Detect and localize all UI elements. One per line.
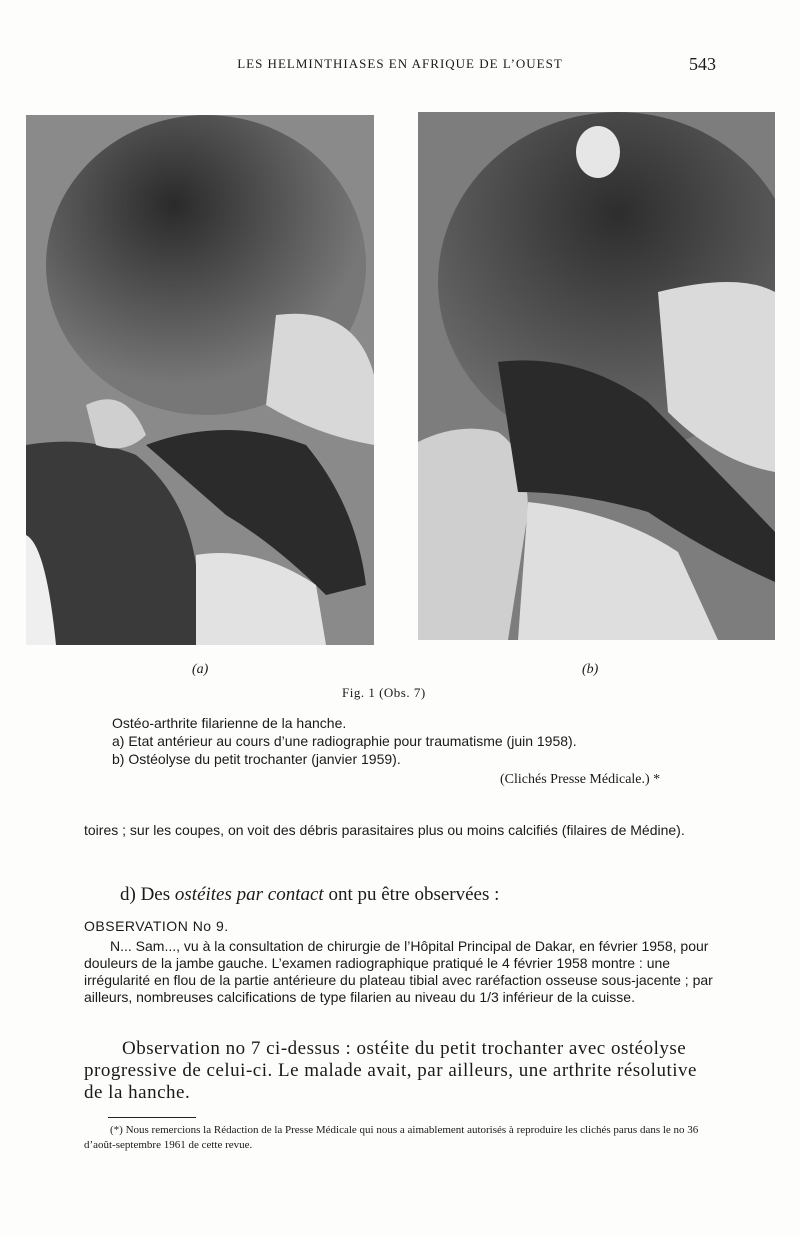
figure-caption: Fig. 1 (Obs. 7) [342, 685, 426, 700]
legend-title: Ostéo-arthrite filarienne de la hanche. [112, 715, 347, 731]
running-title: LES HELMINTHIASES EN AFRIQUE DE L’OUEST [237, 56, 563, 71]
observation-heading: OBSERVATION No 9. [84, 918, 229, 934]
legend-item-b: b) Ostéolyse du petit trochanter (janvier 1959). [112, 751, 401, 767]
section-heading-d [120, 884, 499, 906]
page-number: 543 [689, 54, 716, 74]
figure-label-a: (a) [192, 662, 209, 677]
continuation-paragraph: toires ; sur les coupes, on voit des débris parasitaires plus ou moins calcifiés (filaires de Médine). [84, 822, 685, 838]
section-heading-suffix: ont pu être observées : [323, 884, 500, 905]
figure-label-b: (b) [582, 662, 599, 677]
observation-paragraph: N... Sam..., vu à la consultation de chirurgie de l’Hôpital Principal de Dakar, en février 1958, pour douleurs de la jambe gauche. L’examen radiographique pratiqué le 4 février 1958 montre : une irrégularité en flou de la partie antérieure du plateau tibial avec raréfaction osseuse sous-jacente ; par ailleurs, nombreuses calcifications de type filarien au niveau du 1/3 inférieur de la cuisse. [84, 938, 713, 1005]
footnote: (*) Nous remercions la Rédaction de la Presse Médicale qui nous a aimablement autorisés à reproduire les clichés parus dans le no 36 d’août-septembre 1961 de cette revue. [84, 1124, 699, 1151]
section-heading-emphasis: ostéites par contact [174, 884, 324, 905]
photo-credit: (Clichés Presse Médicale.) * [500, 772, 661, 787]
radiograph-a [26, 115, 374, 645]
figure-legend [112, 714, 732, 768]
observation-7-paragraph: Observation no 7 ci-dessus : ostéite du petit trochanter avec ostéolyse progressive de celui-ci. Le malade avait, par ailleurs, une arthrite résolutive de la hanche. [84, 1038, 697, 1103]
section-heading-prefix: d) Des [120, 884, 175, 905]
footnote-rule [108, 1117, 196, 1118]
legend-item-a: a) Etat antérieur au cours d’une radiographie pour traumatisme (juin 1958). [112, 733, 577, 749]
radiograph-b [418, 112, 775, 640]
